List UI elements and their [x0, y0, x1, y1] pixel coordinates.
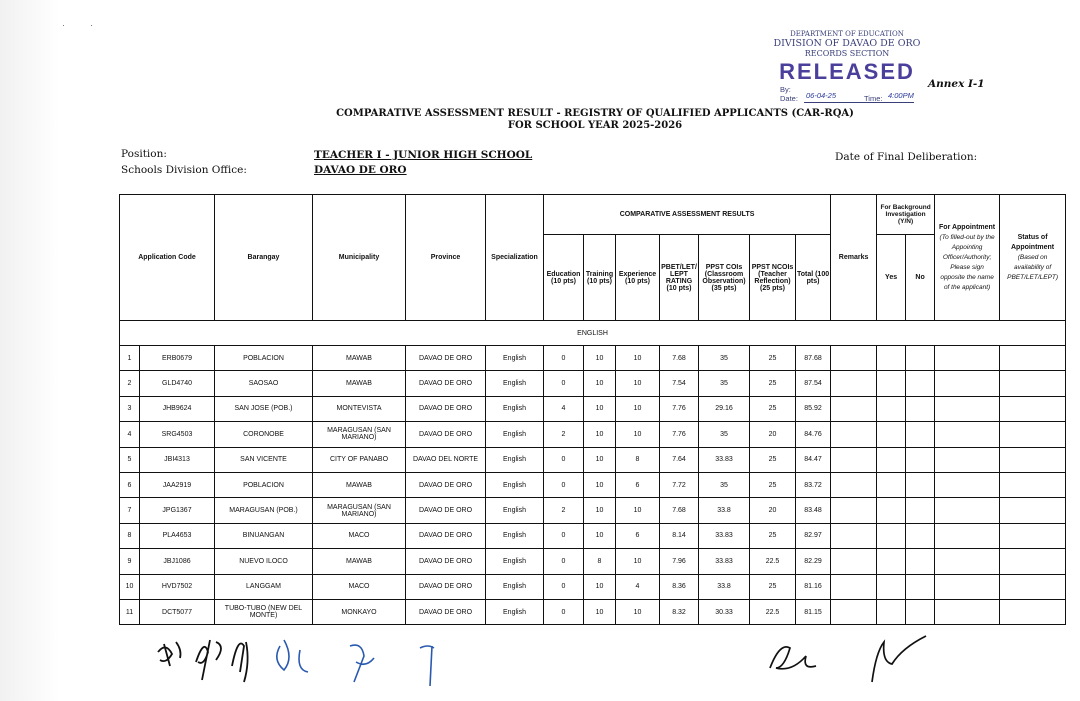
- registry-table: [119, 194, 1066, 625]
- stamp-details: [772, 85, 922, 107]
- header-no: No: [906, 235, 935, 321]
- ppst-ncois-score: 25: [750, 396, 796, 421]
- training-score: 10: [584, 498, 616, 523]
- for-appointment-cell: [935, 447, 1000, 472]
- experience-score: 4: [616, 574, 660, 599]
- header-for-appointment: [935, 195, 1000, 321]
- position-value: TEACHER I - JUNIOR HIGH SCHOOL: [314, 149, 533, 161]
- specialization: English: [486, 498, 544, 523]
- municipality: CITY OF PANABO: [313, 447, 406, 472]
- application-code: JBJ1086: [140, 549, 215, 574]
- province: DAVAO DE ORO: [406, 523, 486, 548]
- total-score: 87.54: [796, 371, 831, 396]
- ppst-ncois-score: 22.5: [750, 599, 796, 624]
- stamp-date-label: Date:: [780, 94, 798, 103]
- specialization: English: [486, 346, 544, 371]
- application-code: JHB9624: [140, 396, 215, 421]
- specialization: English: [486, 396, 544, 421]
- province: DAVAO DE ORO: [406, 422, 486, 447]
- bi-yes-cell: [877, 599, 906, 624]
- municipality: MACO: [313, 523, 406, 548]
- bi-no-cell: [906, 422, 935, 447]
- barangay: POBLACION: [215, 472, 313, 497]
- ppst-ncois-score: 20: [750, 498, 796, 523]
- row-number: 9: [120, 549, 140, 574]
- experience-score: 6: [616, 523, 660, 548]
- province: DAVAO DE ORO: [406, 549, 486, 574]
- row-number: 8: [120, 523, 140, 548]
- ppst-cois-score: 33.83: [699, 549, 750, 574]
- experience-score: 10: [616, 549, 660, 574]
- ppst-ncois-score: 25: [750, 346, 796, 371]
- for-appointment-title: For Appointment: [939, 223, 996, 231]
- stamp-time-value: 4:00PM: [888, 91, 914, 100]
- application-code: JBI4313: [140, 447, 215, 472]
- header-application-code: Application Code: [120, 195, 215, 321]
- education-score: 0: [544, 599, 584, 624]
- bi-yes-cell: [877, 422, 906, 447]
- header-province: Province: [406, 195, 486, 321]
- bi-no-cell: [906, 472, 935, 497]
- ppst-cois-score: 33.8: [699, 498, 750, 523]
- row-number: 1: [120, 346, 140, 371]
- status-cell: [1000, 472, 1066, 497]
- pbet-rating: 8.14: [660, 523, 699, 548]
- pbet-rating: 7.96: [660, 549, 699, 574]
- province: DAVAO DE ORO: [406, 472, 486, 497]
- bi-no-cell: [906, 574, 935, 599]
- remarks-cell: [831, 523, 877, 548]
- ppst-ncois-score: 25: [750, 523, 796, 548]
- bi-no-cell: [906, 447, 935, 472]
- specialization: English: [486, 574, 544, 599]
- specialization: English: [486, 549, 544, 574]
- ppst-cois-score: 33.83: [699, 523, 750, 548]
- status-title: Status of Appointment: [1010, 233, 1055, 251]
- training-score: 10: [584, 523, 616, 548]
- bi-no-cell: [906, 396, 935, 421]
- status-note: (Based on availability of PBET/LET/LEPT): [1007, 253, 1059, 281]
- barangay: POBLACION: [215, 346, 313, 371]
- header-remarks: Remarks: [831, 195, 877, 321]
- barangay: SAOSAO: [215, 371, 313, 396]
- municipality: MONTEVISTA: [313, 396, 406, 421]
- row-number: 5: [120, 447, 140, 472]
- remarks-cell: [831, 371, 877, 396]
- remarks-cell: [831, 422, 877, 447]
- remarks-cell: [831, 396, 877, 421]
- title-line-1: COMPARATIVE ASSESSMENT RESULT - REGISTRY OF QUALIFIED APPLICANTS (CAR-RQA): [336, 108, 854, 119]
- experience-score: 10: [616, 371, 660, 396]
- education-score: 0: [544, 371, 584, 396]
- status-cell: [1000, 447, 1066, 472]
- for-appointment-cell: [935, 422, 1000, 447]
- bi-yes-cell: [877, 396, 906, 421]
- training-score: 10: [584, 422, 616, 447]
- status-cell: [1000, 574, 1066, 599]
- specialization: English: [486, 523, 544, 548]
- municipality: MARAGUSAN (SAN MARIANO): [313, 422, 406, 447]
- signatures-left: [150, 632, 470, 692]
- table-row: [120, 371, 1066, 396]
- bi-yes-cell: [877, 549, 906, 574]
- status-cell: [1000, 371, 1066, 396]
- sdo-label: Schools Division Office:: [121, 164, 247, 176]
- training-score: 10: [584, 574, 616, 599]
- pbet-rating: 7.76: [660, 422, 699, 447]
- ppst-cois-score: 33.8: [699, 574, 750, 599]
- header-specialization: Specialization: [486, 195, 544, 321]
- for-appointment-cell: [935, 549, 1000, 574]
- title-line-2: FOR SCHOOL YEAR 2025-2026: [507, 120, 683, 131]
- header-comparative-results: COMPARATIVE ASSESSMENT RESULTS: [544, 195, 831, 235]
- for-appointment-cell: [935, 523, 1000, 548]
- ppst-ncois-score: 25: [750, 371, 796, 396]
- remarks-cell: [831, 549, 877, 574]
- training-score: 10: [584, 396, 616, 421]
- stamp-by-label: By:: [780, 85, 791, 94]
- for-appointment-cell: [935, 498, 1000, 523]
- education-score: 0: [544, 447, 584, 472]
- experience-score: 10: [616, 422, 660, 447]
- training-score: 10: [584, 371, 616, 396]
- bi-no-cell: [906, 371, 935, 396]
- for-appointment-cell: [935, 599, 1000, 624]
- specialization: English: [486, 447, 544, 472]
- row-number: 3: [120, 396, 140, 421]
- education-score: 2: [544, 498, 584, 523]
- pbet-rating: 7.72: [660, 472, 699, 497]
- pbet-rating: 7.54: [660, 371, 699, 396]
- experience-score: 10: [616, 599, 660, 624]
- for-appointment-note: (To filled-out by the Appointing Officer/Authority; Please sign opposite the name of the applicant): [939, 233, 995, 291]
- application-code: SRG4503: [140, 422, 215, 447]
- remarks-cell: [831, 599, 877, 624]
- ppst-ncois-score: 25: [750, 574, 796, 599]
- experience-score: 10: [616, 396, 660, 421]
- bi-yes-cell: [877, 523, 906, 548]
- annex-label: Annex I-1: [928, 78, 985, 90]
- specialization: English: [486, 422, 544, 447]
- row-number: 7: [120, 498, 140, 523]
- barangay: BINUANGAN: [215, 523, 313, 548]
- records-stamp: [772, 30, 922, 107]
- bi-yes-cell: [877, 574, 906, 599]
- deliberation-label: Date of Final Deliberation:: [835, 151, 978, 163]
- ppst-ncois-score: 20: [750, 422, 796, 447]
- for-appointment-cell: [935, 396, 1000, 421]
- ppst-cois-score: 35: [699, 422, 750, 447]
- municipality: MAWAB: [313, 346, 406, 371]
- total-score: 84.76: [796, 422, 831, 447]
- training-score: 10: [584, 599, 616, 624]
- municipality: MONKAYO: [313, 599, 406, 624]
- header-background-investigation: For Background Investigation (Y/N): [877, 195, 935, 235]
- header-barangay: Barangay: [215, 195, 313, 321]
- table-row: [120, 422, 1066, 447]
- application-code: JPG1367: [140, 498, 215, 523]
- education-score: 0: [544, 574, 584, 599]
- table-row: [120, 346, 1066, 371]
- applicant-rows: [120, 346, 1066, 625]
- pbet-rating: 7.68: [660, 346, 699, 371]
- header-ppst-cois: PPST COIs (Classroom Observation) (35 pts): [699, 235, 750, 321]
- application-code: HVD7502: [140, 574, 215, 599]
- province: DAVAO DE ORO: [406, 498, 486, 523]
- header-total: Total (100 pts): [796, 235, 831, 321]
- header-education: Education (10 pts): [544, 235, 584, 321]
- specialization: English: [486, 472, 544, 497]
- status-cell: [1000, 346, 1066, 371]
- bi-no-cell: [906, 346, 935, 371]
- education-score: 0: [544, 523, 584, 548]
- group-english: ENGLISH: [120, 321, 1066, 346]
- status-cell: [1000, 396, 1066, 421]
- training-score: 8: [584, 549, 616, 574]
- total-score: 82.29: [796, 549, 831, 574]
- barangay: NUEVO ILOCO: [215, 549, 313, 574]
- province: DAVAO DE ORO: [406, 599, 486, 624]
- document-title: [300, 108, 890, 132]
- bi-yes-cell: [877, 346, 906, 371]
- status-cell: [1000, 599, 1066, 624]
- barangay: SAN JOSE (POB.): [215, 396, 313, 421]
- education-score: 0: [544, 472, 584, 497]
- province: DAVAO DE ORO: [406, 346, 486, 371]
- status-cell: [1000, 549, 1066, 574]
- status-cell: [1000, 523, 1066, 548]
- specialization: English: [486, 371, 544, 396]
- bi-yes-cell: [877, 472, 906, 497]
- ppst-cois-score: 35: [699, 472, 750, 497]
- province: DAVAO DEL NORTE: [406, 447, 486, 472]
- ppst-cois-score: 30.33: [699, 599, 750, 624]
- experience-score: 8: [616, 447, 660, 472]
- total-score: 81.16: [796, 574, 831, 599]
- application-code: DCT5077: [140, 599, 215, 624]
- for-appointment-cell: [935, 574, 1000, 599]
- bi-yes-cell: [877, 447, 906, 472]
- for-appointment-cell: [935, 472, 1000, 497]
- status-cell: [1000, 422, 1066, 447]
- header-status-appointment: [1000, 195, 1066, 321]
- ppst-cois-score: 35: [699, 346, 750, 371]
- total-score: 82.97: [796, 523, 831, 548]
- application-code: PLA4653: [140, 523, 215, 548]
- training-score: 10: [584, 447, 616, 472]
- stamp-time-label: Time:: [864, 94, 883, 103]
- remarks-cell: [831, 498, 877, 523]
- remarks-cell: [831, 346, 877, 371]
- barangay: LANGGAM: [215, 574, 313, 599]
- barangay: SAN VICENTE: [215, 447, 313, 472]
- total-score: 84.47: [796, 447, 831, 472]
- municipality: MAWAB: [313, 549, 406, 574]
- header-training: Training (10 pts): [584, 235, 616, 321]
- table-row: [120, 549, 1066, 574]
- pbet-rating: 8.36: [660, 574, 699, 599]
- total-score: 83.72: [796, 472, 831, 497]
- stamp-line-division: DIVISION OF DAVAO DE ORO: [773, 38, 921, 49]
- header-pbet: PBET/LET/ LEPT RATING (10 pts): [660, 235, 699, 321]
- table-row: [120, 472, 1066, 497]
- ppst-ncois-score: 22.5: [750, 549, 796, 574]
- stamp-line-records: RECORDS SECTION: [804, 49, 890, 58]
- total-score: 83.48: [796, 498, 831, 523]
- training-score: 10: [584, 346, 616, 371]
- stamp-underline: [804, 102, 914, 103]
- row-number: 2: [120, 371, 140, 396]
- province: DAVAO DE ORO: [406, 371, 486, 396]
- total-score: 81.15: [796, 599, 831, 624]
- table-row: [120, 447, 1066, 472]
- municipality: MARAGUSAN (SAN MARIANO): [313, 498, 406, 523]
- bi-no-cell: [906, 523, 935, 548]
- province: DAVAO DE ORO: [406, 574, 486, 599]
- scan-specks: · ·: [62, 20, 93, 30]
- municipality: MACO: [313, 574, 406, 599]
- pbet-rating: 7.76: [660, 396, 699, 421]
- total-score: 87.68: [796, 346, 831, 371]
- total-score: 85.92: [796, 396, 831, 421]
- education-score: 0: [544, 549, 584, 574]
- bi-yes-cell: [877, 498, 906, 523]
- experience-score: 6: [616, 472, 660, 497]
- stamp-date-value: 06-04-25: [806, 91, 837, 100]
- application-code: JAA2919: [140, 472, 215, 497]
- ppst-cois-score: 29.16: [699, 396, 750, 421]
- stamp-released: RELEASED: [779, 59, 915, 84]
- table-row: [120, 396, 1066, 421]
- for-appointment-cell: [935, 346, 1000, 371]
- ppst-ncois-score: 25: [750, 447, 796, 472]
- status-cell: [1000, 498, 1066, 523]
- ppst-cois-score: 33.83: [699, 447, 750, 472]
- remarks-cell: [831, 574, 877, 599]
- pbet-rating: 8.32: [660, 599, 699, 624]
- position-label: Position:: [121, 148, 167, 160]
- bi-no-cell: [906, 498, 935, 523]
- sdo-value: DAVAO DE ORO: [314, 164, 407, 176]
- remarks-cell: [831, 447, 877, 472]
- table-row: [120, 599, 1066, 624]
- table-row: [120, 498, 1066, 523]
- page-edge-shadow: [0, 0, 60, 701]
- bi-no-cell: [906, 549, 935, 574]
- experience-score: 10: [616, 498, 660, 523]
- ppst-cois-score: 35: [699, 371, 750, 396]
- pbet-rating: 7.68: [660, 498, 699, 523]
- barangay: TUBO-TUBO (NEW DEL MONTE): [215, 599, 313, 624]
- pbet-rating: 7.64: [660, 447, 699, 472]
- row-number: 4: [120, 422, 140, 447]
- for-appointment-cell: [935, 371, 1000, 396]
- header-ppst-ncois: PPST NCOIs (Teacher Reflection) (25 pts): [750, 235, 796, 321]
- table-row: [120, 574, 1066, 599]
- header-yes: Yes: [877, 235, 906, 321]
- header-municipality: Municipality: [313, 195, 406, 321]
- bi-no-cell: [906, 599, 935, 624]
- municipality: MAWAB: [313, 371, 406, 396]
- training-score: 10: [584, 472, 616, 497]
- stamp-line-deped: DEPARTMENT OF EDUCATION: [790, 30, 904, 38]
- education-score: 0: [544, 346, 584, 371]
- bi-yes-cell: [877, 371, 906, 396]
- province: DAVAO DE ORO: [406, 396, 486, 421]
- barangay: CORONOBE: [215, 422, 313, 447]
- signatures-right: [760, 632, 960, 692]
- application-code: GLD4740: [140, 371, 215, 396]
- application-code: ERB0679: [140, 346, 215, 371]
- remarks-cell: [831, 472, 877, 497]
- row-number: 11: [120, 599, 140, 624]
- experience-score: 10: [616, 346, 660, 371]
- barangay: MARAGUSAN (POB.): [215, 498, 313, 523]
- ppst-ncois-score: 25: [750, 472, 796, 497]
- table-row: [120, 523, 1066, 548]
- education-score: 2: [544, 422, 584, 447]
- specialization: English: [486, 599, 544, 624]
- row-number: 6: [120, 472, 140, 497]
- header-experience: Experience (10 pts): [616, 235, 660, 321]
- row-number: 10: [120, 574, 140, 599]
- education-score: 4: [544, 396, 584, 421]
- municipality: MAWAB: [313, 472, 406, 497]
